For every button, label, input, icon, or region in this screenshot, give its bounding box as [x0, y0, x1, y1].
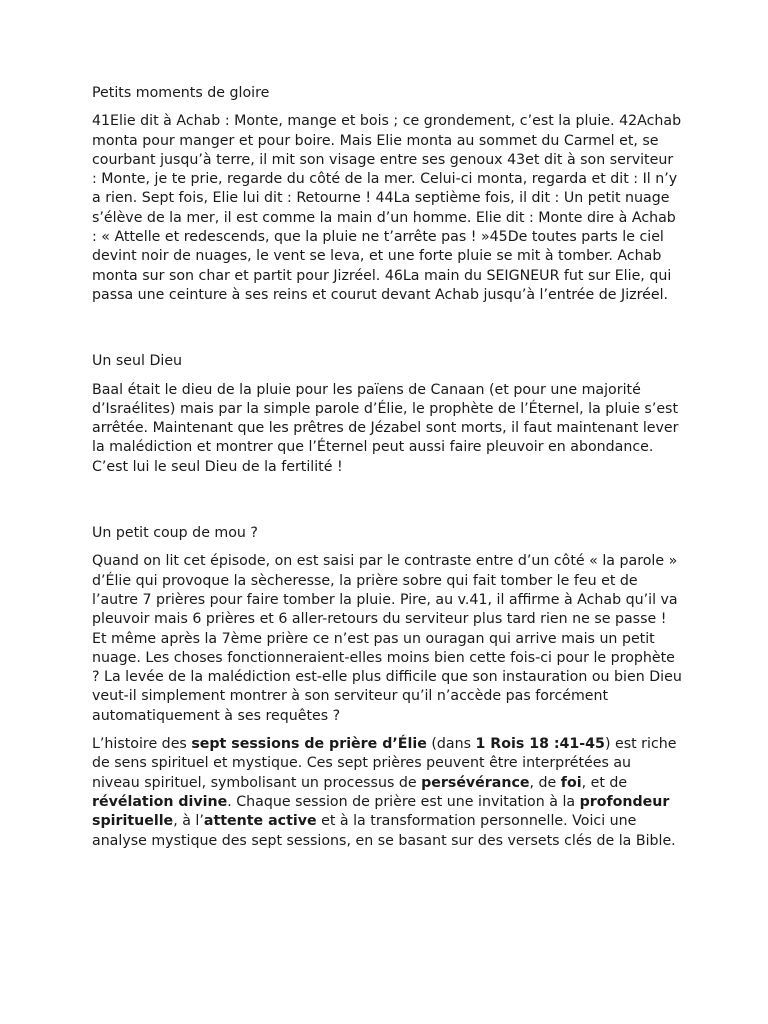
- bold-text: révélation divine: [92, 793, 228, 810]
- text-run: ) est riche de sens spirituel et mystique. Ces sept prières peuvent être interprétées au niveau spirituel, symbolisant un processus de: [92, 736, 677, 791]
- bold-text: foi: [560, 774, 582, 791]
- spacer: [92, 486, 682, 524]
- scripture-paragraph: 41Elie dit à Achab : Monte, mange et bois ; ce grondement, c’est la pluie. 42Achab monta pour manger et pour boire. Mais Elie monta au sommet du Carmel et, se courbant jusqu’à terre, il mit son visage entre ses genoux 43et dit à son serviteur : Monte, je te prie, regarde du côté de la mer. Celui-ci monta, regarda et dit : Il n’y a rien. Sept fois, Elie lui dit : Retourne ! 44La septième fois, il dit : Un petit nuage s’élève de la mer, il est comme la main d’un homme. Elie dit : Monte dire à Achab : « Attelle et redescends, que la pluie ne t’arrête pas ! »45De toutes parts le ciel devint noir de nuages, le vent se leva, et une forte pluie se mit à tomber. Achab monta sur son char et partit pour Jizréel. 46La main du SEIGNEUR fut sur Elie, qui passa une ceinture à ses reins et courut devant Achab jusqu’à l’entrée de Jizréel.: [92, 113, 682, 303]
- text-run: L’histoire des: [92, 736, 192, 753]
- text-run: , de: [529, 774, 561, 791]
- text-run: (dans: [426, 736, 476, 753]
- bold-text: attente active: [203, 813, 317, 830]
- bold-text: profondeur spirituelle: [92, 793, 670, 830]
- text-run: . Chaque session de prière est une invitation à la: [227, 793, 580, 810]
- section-heading: Petits moments de gloire: [92, 85, 270, 101]
- spacer: [92, 314, 682, 352]
- bold-text: persévérance: [421, 774, 530, 791]
- bold-text: 1 Rois 18 :41-45: [475, 736, 605, 753]
- body-paragraph: Quand on lit cet épisode, on est saisi par le contraste entre d’un côté « la parole » d’Élie qui provoque la sècheresse, la prière sobre qui fait tomber le feu et de l’autre 7 prières pour faire tomber la pluie. Pire, au v.41, il affirme à Achab qu’il va pleuvoir mais 6 prières et 6 aller-retours du serviteur plus tard rien ne se passe ! Et même après la 7ème prière ce n’est pas un ouragan qui arrive mais un petit nuage. Les choses fonctionneraient-elles moins bien cette fois-ci pour le prophète ? La levée de la malédiction est-elle plus difficile que son instauration ou bien Dieu veut-il simplement montrer à son serviteur qu’il n’accède pas forcément automatiquement à ses requêtes ?: [92, 553, 682, 724]
- analysis-paragraph: [92, 735, 682, 851]
- body-paragraph: Baal était le dieu de la pluie pour les païens de Canaan (et pour une majorité d’Israélites) mais par la simple parole d’Élie, le prophète de l’Éternel, la pluie s’est arrêtée. Maintenant que les prêtres de Jézabel sont morts, il faut maintenant lever la malédiction et montrer que l’Éternel peut aussi faire pleuvoir en abondance. C’est lui le seul Dieu de la fertilité !: [92, 381, 679, 475]
- text-run: , et de: [581, 774, 628, 791]
- text-run: et à la transformation personnelle. Voici une analyse mystique des sept sessions, en se basant sur des versets clés de la Bible.: [92, 813, 676, 849]
- text-run: , à l’: [173, 813, 204, 830]
- section-heading: Un petit coup de mou ?: [92, 525, 258, 542]
- section-heading: Un seul Dieu: [92, 353, 183, 370]
- document-body: [92, 84, 682, 860]
- bold-text: sept sessions de prière d’Élie: [191, 736, 427, 753]
